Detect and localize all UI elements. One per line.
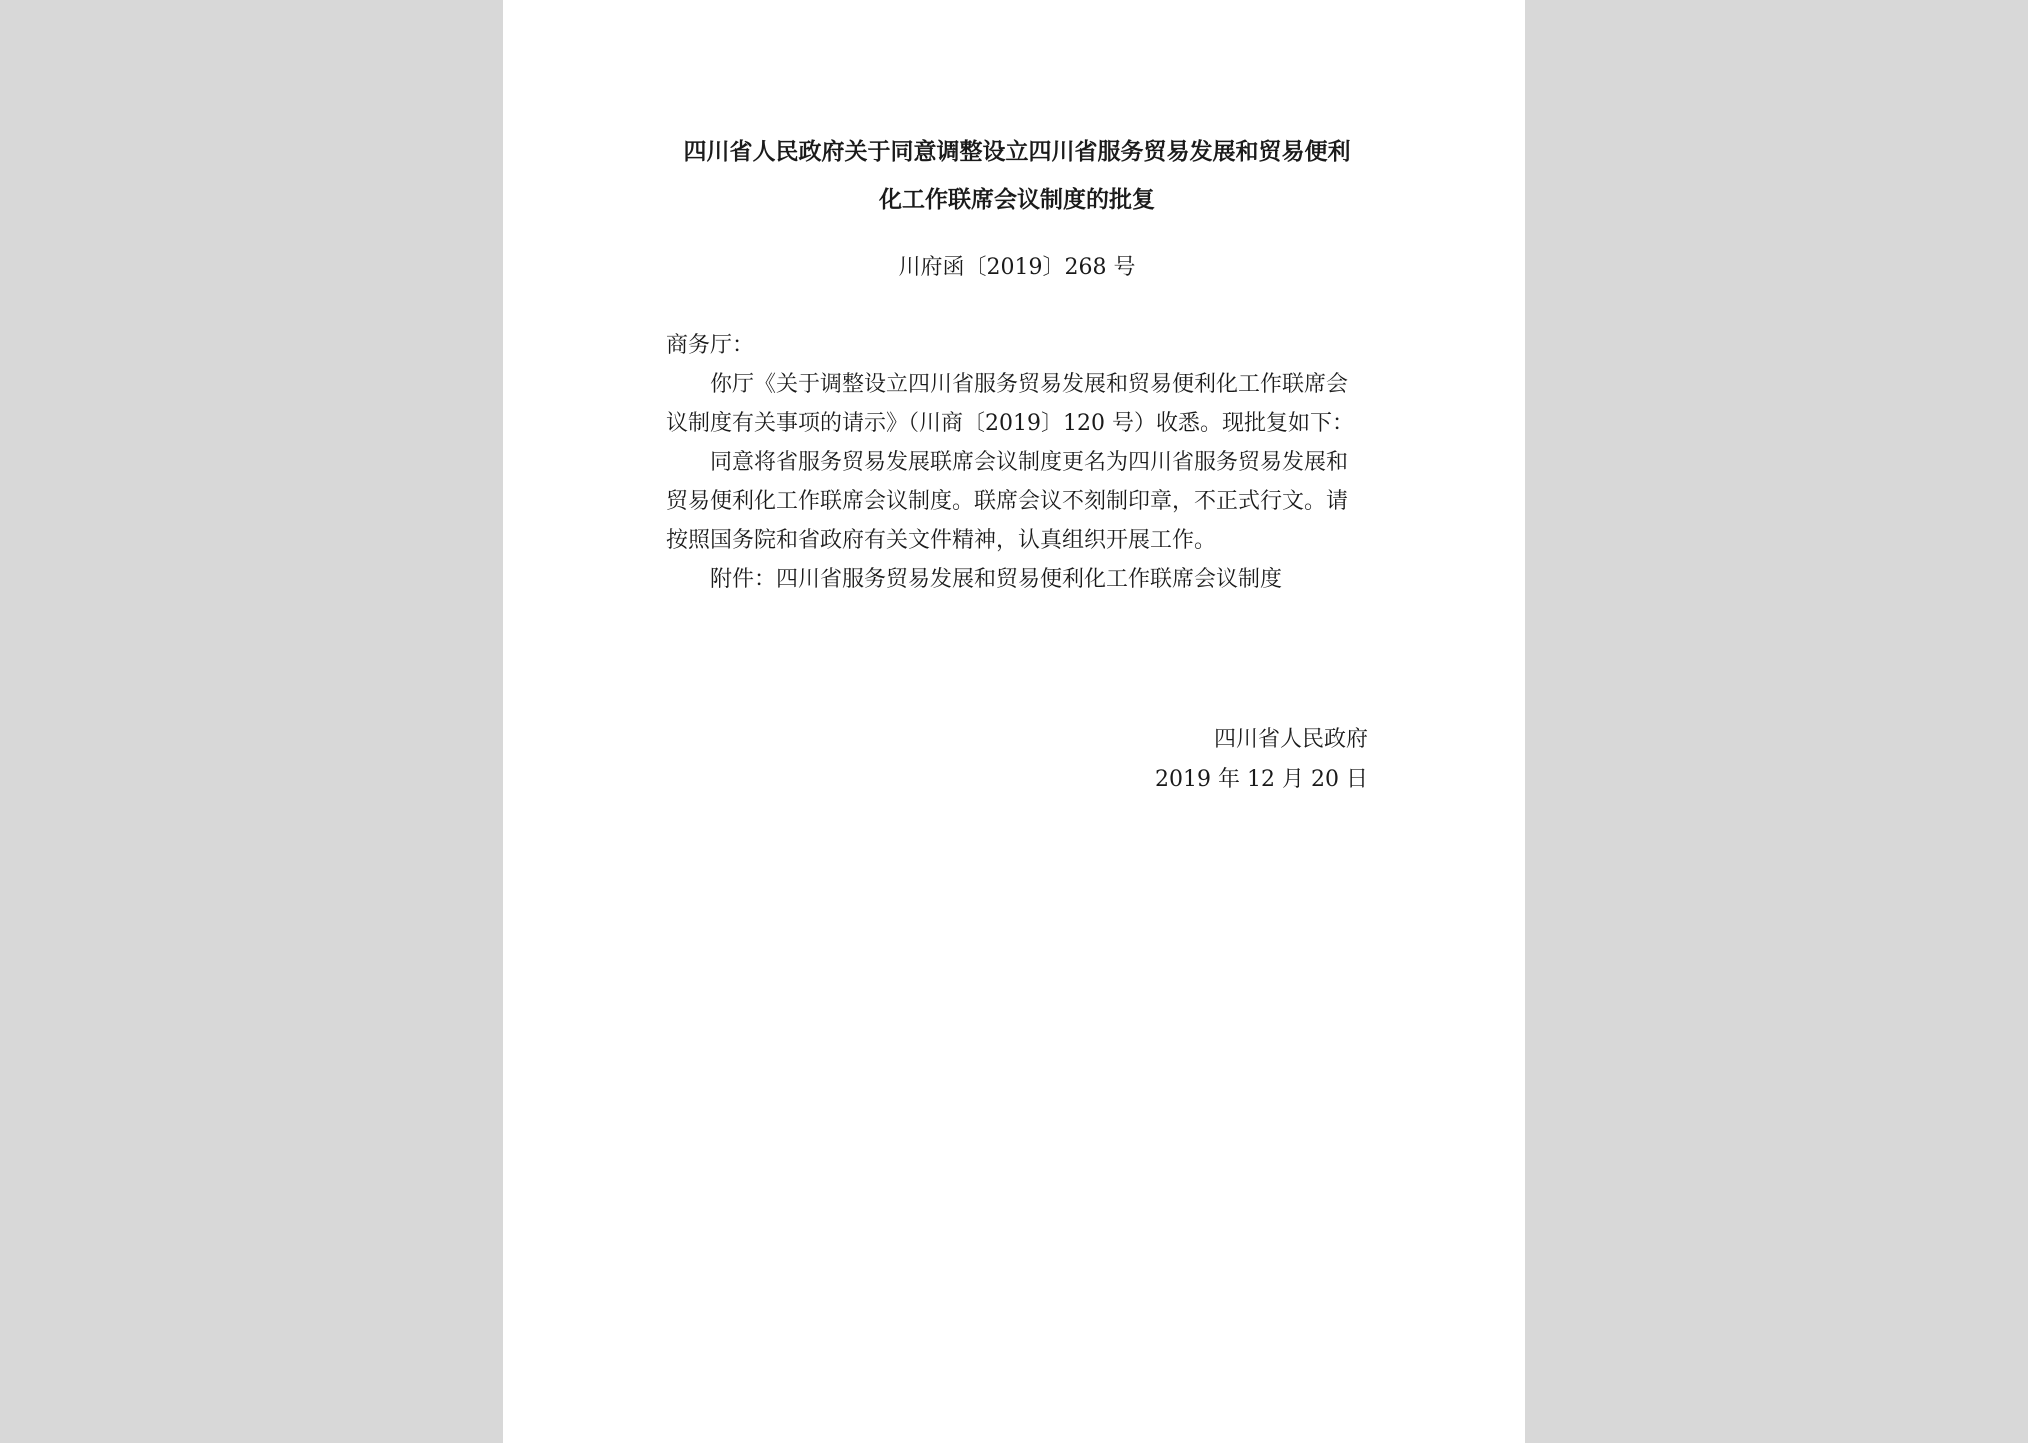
signature-block	[1155, 720, 1368, 800]
title-line-1: 四川省人民政府关于同意调整设立四川省服务贸易发展和贸易便利	[683, 138, 1351, 165]
title-line-2: 化工作联席会议制度的批复	[879, 186, 1155, 213]
document-page	[503, 0, 1525, 1443]
body-paragraph-1: 你厅《关于调整设立四川省服务贸易发展和贸易便利化工作联席会议制度有关事项的请示》（川商〔2019〕120 号）收悉。现批复如下：	[666, 372, 1354, 436]
issue-date: 2019 年 12 月 20 日	[1155, 767, 1368, 792]
document-body	[666, 326, 1368, 599]
recipient: 商务厅：	[666, 333, 755, 358]
issuer-name: 四川省人民政府	[1213, 727, 1368, 752]
body-paragraph-2: 同意将省服务贸易发展联席会议制度更名为四川省服务贸易发展和贸易便利化工作联席会议制度。联席会议不刻制印章，不正式行文。请按照国务院和省政府有关文件精神，认真组织开展工作。	[666, 450, 1349, 553]
document-number: 川府函〔2019〕268 号	[898, 255, 1136, 280]
document-title	[666, 128, 1368, 224]
attachment-line: 附件：四川省服务贸易发展和贸易便利化工作联席会议制度	[710, 567, 1283, 592]
